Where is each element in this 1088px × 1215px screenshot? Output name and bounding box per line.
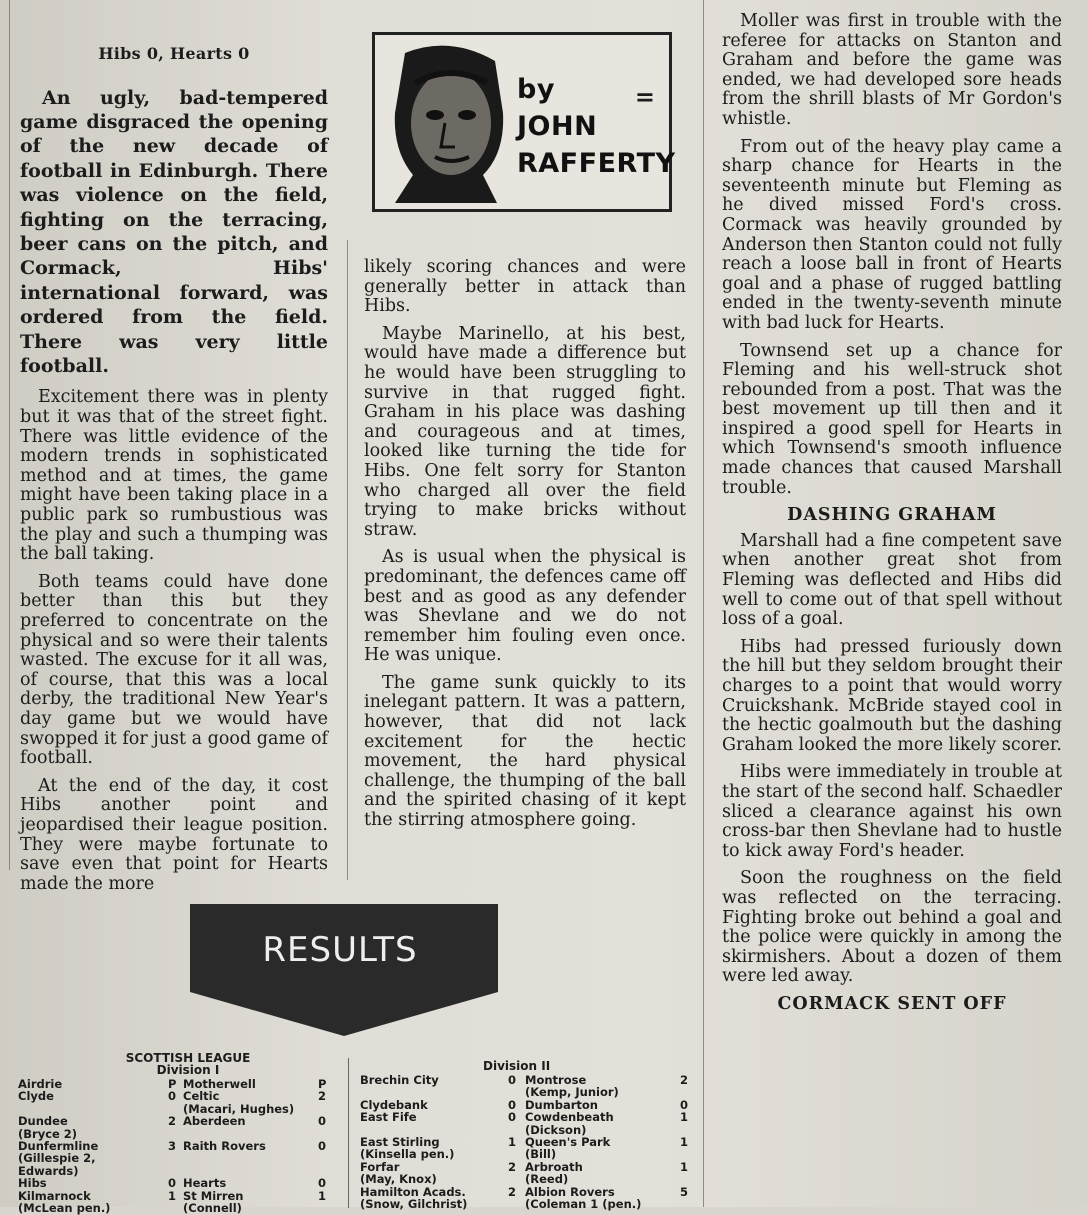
byline-box [372,32,676,212]
paragraph: Hibs had pressed furiously down the hill but they seldom brought their charges to a point that would worry Cruickshank. McBride stayed cool in the hectic goalmouth but the dashing Graham looked the more likely scorer. [722,636,1062,755]
away-score: 0 [680,1097,689,1112]
paragraph: Townsend set up a chance for Fleming and his well-struck shot rebounded from a post. That was the best movement up till then and it inspired a good spell for Hearts in which Townsend's smooth influence made chances that caused Marshall trouble. [722,340,1062,498]
home-score: 1 [168,1188,177,1203]
article-headline: Hibs 0, Hearts 0 [98,44,250,63]
article-lead: An ugly, bad-tempered game disgraced the opening of the new decade of football in Edinburgh. There was violence on the field, fighting on the terracing, beer cans on the pitch, and Cormack, Hibs' international forward, was ordered from the field. There was very little football. [20,86,328,378]
paragraph: Hibs were immediately in trouble at the start of the second half. Schaedler sliced a clearance against his own cross-bar then Shevlane had to hustle to kick away Ford's header. [722,762,1062,861]
results-banner [190,904,498,1036]
home-team: East Fife [360,1110,417,1125]
byline-first-name: JOHN [517,111,598,142]
away-team: (Coleman 1 (pen.) [525,1197,642,1211]
column-rule-left [9,0,10,870]
away-team: Raith Rovers [183,1139,266,1153]
home-team: Forfar [360,1159,400,1174]
subheading-cormack-sent-off: CORMACK SENT OFF [777,993,1007,1014]
away-score: 1 [680,1110,689,1125]
column-rule-right [703,0,704,1207]
away-team: Queen's Park [525,1135,611,1149]
home-team: Clydebank [360,1097,428,1112]
byline-by: by [517,74,555,105]
away-team: (Kemp, Junior) [525,1085,619,1100]
paragraph: Soon the roughness on the field was reflected on the terracing. Fighting broke out behind a goal and the police were quickly in among the skirmishers. About a dozen of them were led away. [722,868,1062,987]
results-label: RESULTS [262,930,418,970]
paragraph: Moller was first in trouble with the referee for attacks on Stanton and Graham and before the game was ended, we had developed sore heads from the shrill blasts of Mr Gordon's whistle. [722,11,1062,129]
away-team: Celtic [183,1089,220,1104]
away-team: (Connell) [183,1201,242,1215]
home-score: 2 [508,1184,517,1199]
away-score: 5 [680,1184,689,1199]
home-team: Edwards) [18,1163,79,1178]
home-score: 0 [168,1089,177,1104]
home-score: 0 [508,1097,517,1112]
league-title-text: SCOTTISH LEAGUE [125,1051,251,1065]
home-team: Airdrie [18,1077,63,1091]
home-team: Dundee [18,1114,68,1129]
column-rule-middle [347,240,348,880]
away-score: 0 [318,1114,327,1129]
away-team: Albion Rovers [525,1184,615,1199]
away-score: 1 [680,1135,689,1149]
home-team: (Bryce 2) [18,1126,78,1141]
away-team: (Macari, Hughes) [183,1101,295,1116]
away-score: 0 [318,1176,327,1191]
home-score: 2 [508,1159,517,1174]
home-score: 0 [508,1110,517,1125]
paragraph: Both teams could have done better than this but they preferred to concentrate on the physical and so were their talents wasted. The excuse for it all was, of course, that this was a local derby, the traditional New Year's day game but we would have swopped it for just a good game of football. [20,571,328,769]
home-team: (Gillespie 2, [18,1151,96,1166]
league-results [18,1050,693,1215]
away-team: Dumbarton [525,1097,598,1112]
home-team: Brechin City [360,1073,439,1087]
paragraph: Excitement there was in plenty but it was that of the street fight. There was little evidence of the modern trends in sophisticated method and at times, the game might have been taking place in a public park so rumbustious was the play and such a thumping was the ball taking. [20,387,328,565]
paragraph: As is usual when the physical is predominant, the defences came off best and as good as any defender was Shevlane and we do not remember him fouling even once. He was unique. [364,547,686,666]
author-portrait [385,43,520,203]
byline-mark: = [634,83,655,111]
home-team: Hibs [18,1176,47,1191]
home-score: 0 [508,1073,517,1087]
away-score: 1 [318,1188,327,1203]
results-banner-shape [190,904,498,1036]
away-team: Montrose [525,1073,587,1087]
away-team: (Dickson) [525,1122,587,1137]
away-score: 0 [318,1139,327,1153]
article-column-1 [20,44,328,902]
home-score: 1 [508,1135,517,1149]
away-team: (Reed) [525,1172,569,1187]
division-2-label: Division II [483,1059,551,1073]
away-score: 2 [318,1089,327,1104]
away-team: Cowdenbeath [525,1110,614,1125]
home-team: (Kinsella pen.) [360,1147,455,1162]
article-column-2 [364,258,686,839]
away-team: Aberdeen [183,1114,246,1129]
away-team: Arbroath [525,1159,583,1174]
subheading-dashing-graham: DASHING GRAHAM [787,505,997,526]
paragraph: Marshall had a fine competent save when another great shot from Fleming was deflected and Hibs did well to come out of that spell without loss of a goal. [722,530,1062,630]
away-score: 2 [680,1073,689,1087]
division-1-label: Division I [156,1063,220,1077]
paragraph: Maybe Marinello, at his best, would have made a difference but he would have been struggling to survive in that rugged fight. Graham in his place was dashing and courageous and at times, looked like turning the tide for Hibs. One felt sorry for Stanton who charged all over the field trying to make bricks without straw. [364,323,686,540]
home-score: 2 [168,1114,177,1129]
home-score: P [168,1077,177,1091]
home-team: (Snow, Gilchrist) [360,1197,468,1211]
away-score: P [318,1077,327,1091]
away-team: Hearts [183,1176,227,1191]
home-team: (May, Knox) [360,1172,437,1187]
away-team: Motherwell [183,1077,256,1091]
home-score: 3 [168,1139,177,1153]
home-team: (McLean pen.) [18,1201,111,1215]
home-team: East Stirling [360,1135,440,1149]
paragraph: From out of the heavy play came a sharp chance for Hearts in the seventeenth minute but Fleming as he dived missed Ford's cross. Cormack was heavily grounded by Anderson then Stanton could not fully reach a loose ball in front of Hearts goal and a phase of rugged battling ended in the twenty-seventh minute with bad luck for Hearts. [722,136,1062,333]
article-column-3 [722,12,1062,1021]
results-divider [348,1058,349,1208]
home-team: Hamilton Acads. [360,1184,466,1199]
paragraph: The game sunk quickly to its inelegant pattern. It was a pattern, however, that did not lack excitement for the hectic movement, the hard physical challenge, the thumping of the ball and the spirited chasing of it kept the stirring atmosphere going. [364,672,686,831]
home-team: Dunfermline [18,1139,99,1153]
paragraph: likely scoring chances and were generally better in attack than Hibs. [364,257,686,317]
league-title [98,1052,278,1076]
away-team: (Bill) [525,1147,557,1162]
paragraph: At the end of the day, it cost Hibs another point and jeopardised their league position. They were maybe fortunate to save even that point for Hearts made the more [20,775,328,894]
byline-last-name: RAFFERTY [517,148,676,179]
home-team: Kilmarnock [18,1188,91,1203]
home-score: 0 [168,1176,177,1191]
away-score: 1 [680,1159,689,1174]
home-team: Clyde [18,1089,54,1104]
away-team: St Mirren [183,1188,244,1203]
